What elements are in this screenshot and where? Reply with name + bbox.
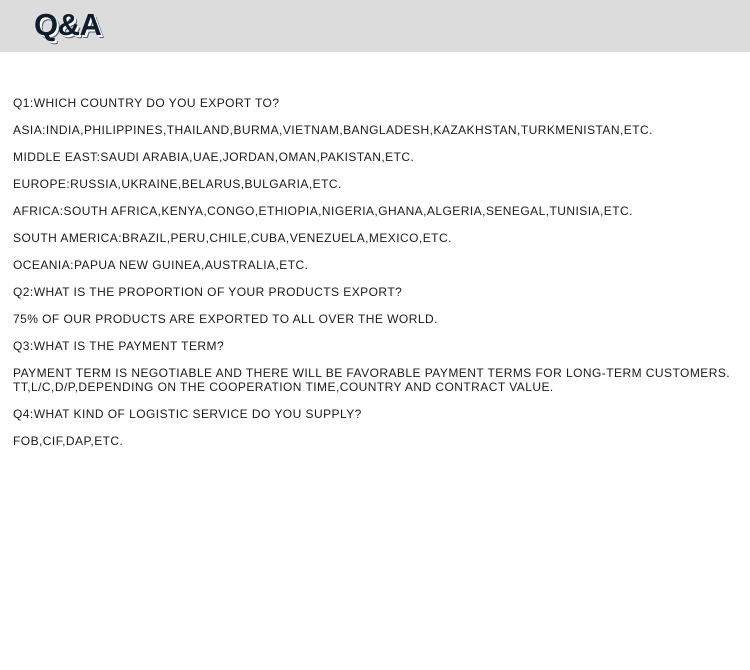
question-4: Q4:WHAT KIND OF LOGISTIC SERVICE DO YOU SUPPLY? xyxy=(13,407,362,421)
question-2: Q2:WHAT IS THE PROPORTION OF YOUR PRODUCTS EXPORT? xyxy=(13,285,403,299)
answer-3-line-2: TT,L/C,D/P,DEPENDING ON THE COOPERATION TIME,COUNTRY AND CONTRACT VALUE. xyxy=(13,380,554,394)
question-3: Q3:WHAT IS THE PAYMENT TERM? xyxy=(13,339,225,353)
header-bar xyxy=(0,0,750,52)
answer-2: 75% OF OUR PRODUCTS ARE EXPORTED TO ALL OVER THE WORLD. xyxy=(13,312,438,326)
question-1: Q1:WHICH COUNTRY DO YOU EXPORT TO? xyxy=(13,96,280,110)
answer-oceania: OCEANIA:PAPUA NEW GUINEA,AUSTRALIA,ETC. xyxy=(13,258,309,272)
answer-4: FOB,CIF,DAP,ETC. xyxy=(13,434,124,448)
answer-asia: ASIA:INDIA,PHILIPPINES,THAILAND,BURMA,VIETNAM,BANGLADESH,KAZAKHSTAN,TURKMENISTAN,ETC. xyxy=(13,123,653,137)
answer-europe: EUROPE:RUSSIA,UKRAINE,BELARUS,BULGARIA,ETC. xyxy=(13,177,342,191)
answer-south-america: SOUTH AMERICA:BRAZIL,PERU,CHILE,CUBA,VENEZUELA,MEXICO,ETC. xyxy=(13,231,452,245)
answer-3 xyxy=(13,366,745,394)
answer-africa: AFRICA:SOUTH AFRICA,KENYA,CONGO,ETHIOPIA,NIGERIA,GHANA,ALGERIA,SENEGAL,TUNISIA,ETC. xyxy=(13,204,633,218)
page-title: Q&A xyxy=(34,7,102,42)
answer-middle-east: MIDDLE EAST:SAUDI ARABIA,UAE,JORDAN,OMAN,PAKISTAN,ETC. xyxy=(13,150,415,164)
qa-content xyxy=(13,96,745,461)
answer-3-line-1: PAYMENT TERM IS NEGOTIABLE AND THERE WILL BE FAVORABLE PAYMENT TERMS FOR LONG-TERM CUSTOMERS. xyxy=(13,366,731,380)
